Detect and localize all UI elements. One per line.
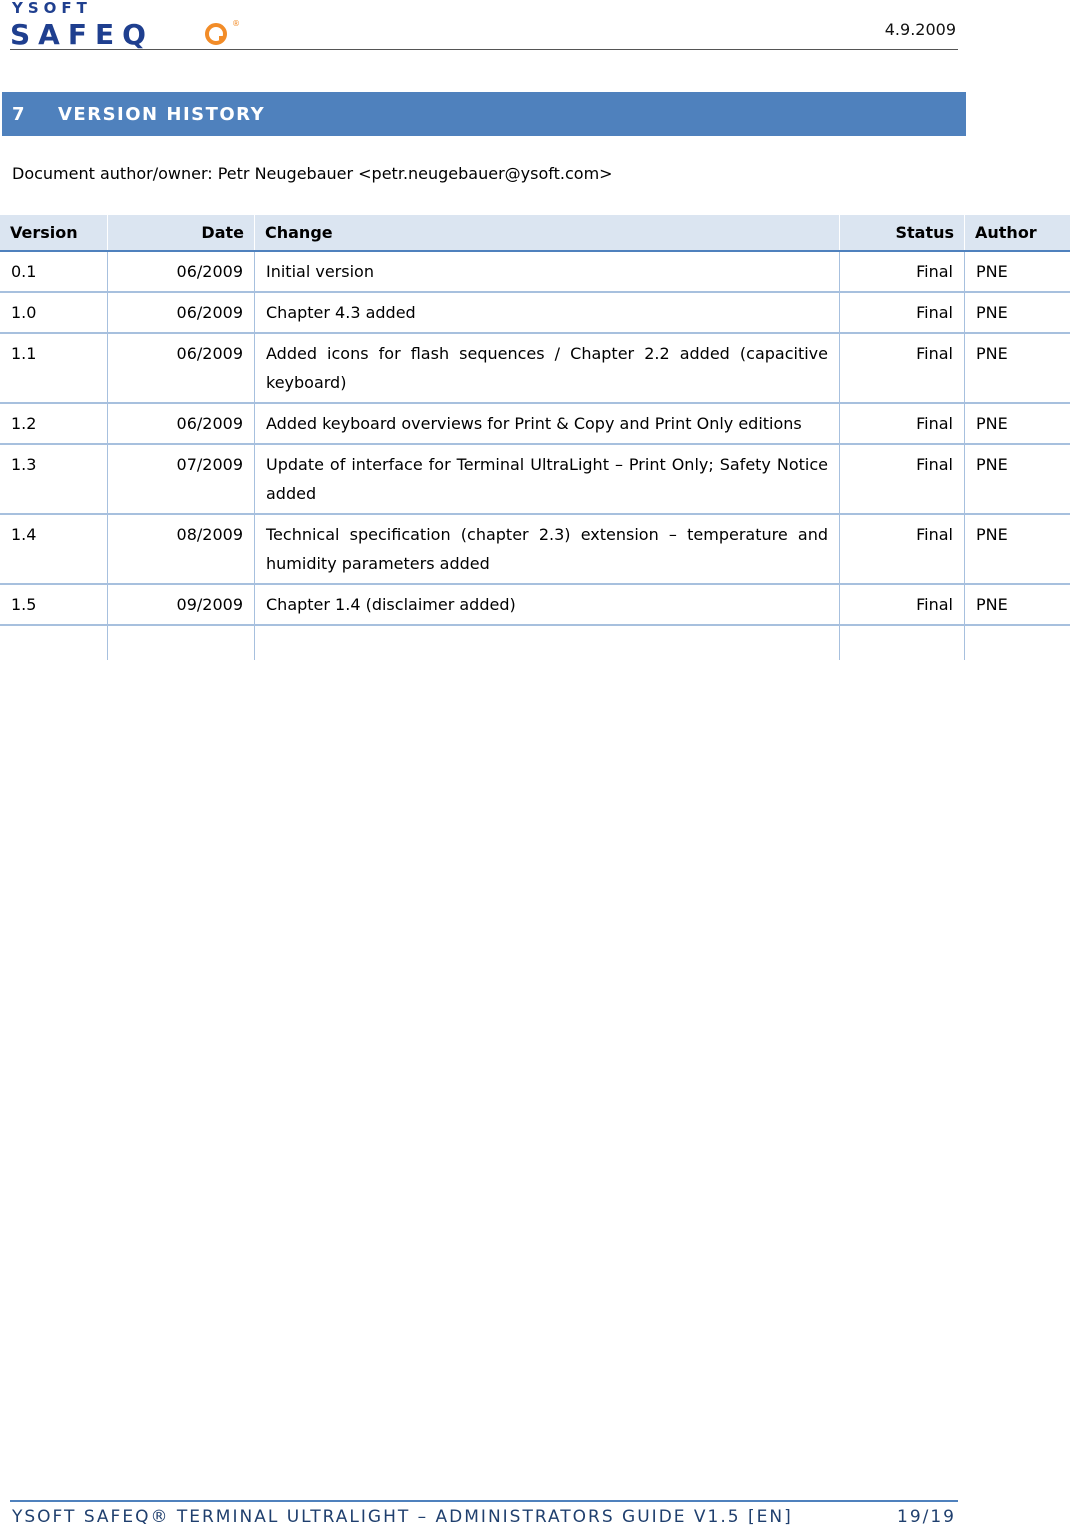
table-row-empty — [0, 625, 1070, 660]
svg-text:SAFEQ: SAFEQ — [10, 18, 154, 51]
cell-change: Chapter 4.3 added — [255, 292, 840, 333]
cell-date — [108, 625, 255, 660]
cell-author: PNE — [965, 444, 1070, 514]
footer-page-number: 19/19 — [897, 1507, 956, 1527]
cell-author: PNE — [965, 403, 1070, 444]
header-date: 4.9.2009 — [884, 20, 956, 39]
cell-date: 06/2009 — [108, 292, 255, 333]
column-header-status: Status — [840, 215, 965, 251]
cell-change: Update of interface for Terminal UltraLight – Print Only; Safety Notice added — [255, 444, 840, 514]
cell-author: PNE — [965, 333, 1070, 403]
cell-version: 1.0 — [0, 292, 108, 333]
column-header-date: Date — [108, 215, 255, 251]
cell-change: Added keyboard overviews for Print & Copy and Print Only editions — [255, 403, 840, 444]
document-author-line: Document author/owner: Petr Neugebauer <petr.neugebauer@ysoft.com> — [12, 164, 613, 183]
cell-status — [840, 625, 965, 660]
cell-version: 1.2 — [0, 403, 108, 444]
table-header-row — [0, 215, 1070, 251]
cell-change: Initial version — [255, 251, 840, 292]
table-row — [0, 584, 1070, 625]
cell-date: 06/2009 — [108, 251, 255, 292]
cell-status: Final — [840, 514, 965, 584]
svg-text:®: ® — [232, 19, 240, 28]
section-number: 7 — [12, 103, 26, 125]
column-header-change: Change — [255, 215, 840, 251]
cell-date: 06/2009 — [108, 333, 255, 403]
ysoft-safeq-logo — [10, 0, 250, 51]
table-row — [0, 333, 1070, 403]
footer-document-title: YSOFT SAFEQ® TERMINAL ULTRALIGHT – ADMINISTRATORS GUIDE V1.5 [EN] — [12, 1507, 793, 1527]
cell-author: PNE — [965, 292, 1070, 333]
section-title: VERSION HISTORY — [58, 103, 266, 125]
section-heading — [2, 92, 966, 136]
cell-version — [0, 625, 108, 660]
cell-version: 1.5 — [0, 584, 108, 625]
cell-author: PNE — [965, 584, 1070, 625]
table-row — [0, 444, 1070, 514]
cell-status: Final — [840, 444, 965, 514]
cell-date: 06/2009 — [108, 403, 255, 444]
column-header-author: Author — [965, 215, 1070, 251]
column-header-version: Version — [0, 215, 108, 251]
cell-status: Final — [840, 403, 965, 444]
cell-date: 09/2009 — [108, 584, 255, 625]
cell-change — [255, 625, 840, 660]
table-row — [0, 251, 1070, 292]
cell-date: 08/2009 — [108, 514, 255, 584]
cell-change: Technical specification (chapter 2.3) extension – temperature and humidity parameters added — [255, 514, 840, 584]
cell-status: Final — [840, 333, 965, 403]
cell-status: Final — [840, 251, 965, 292]
page-header — [0, 0, 968, 52]
cell-author: PNE — [965, 251, 1070, 292]
version-history-table — [0, 215, 1070, 660]
cell-author: PNE — [965, 514, 1070, 584]
cell-date: 07/2009 — [108, 444, 255, 514]
table-row — [0, 403, 1070, 444]
cell-version: 1.1 — [0, 333, 108, 403]
cell-status: Final — [840, 292, 965, 333]
header-divider — [10, 49, 958, 50]
page-footer — [12, 1507, 956, 1529]
cell-version: 0.1 — [0, 251, 108, 292]
cell-change: Added icons for flash sequences / Chapter 2.2 added (capacitive keyboard) — [255, 333, 840, 403]
cell-version: 1.3 — [0, 444, 108, 514]
svg-text:YSOFT: YSOFT — [12, 0, 92, 17]
table-row — [0, 292, 1070, 333]
table-row — [0, 514, 1070, 584]
cell-author — [965, 625, 1070, 660]
cell-version: 1.4 — [0, 514, 108, 584]
footer-divider — [10, 1500, 958, 1502]
cell-change: Chapter 1.4 (disclaimer added) — [255, 584, 840, 625]
cell-status: Final — [840, 584, 965, 625]
